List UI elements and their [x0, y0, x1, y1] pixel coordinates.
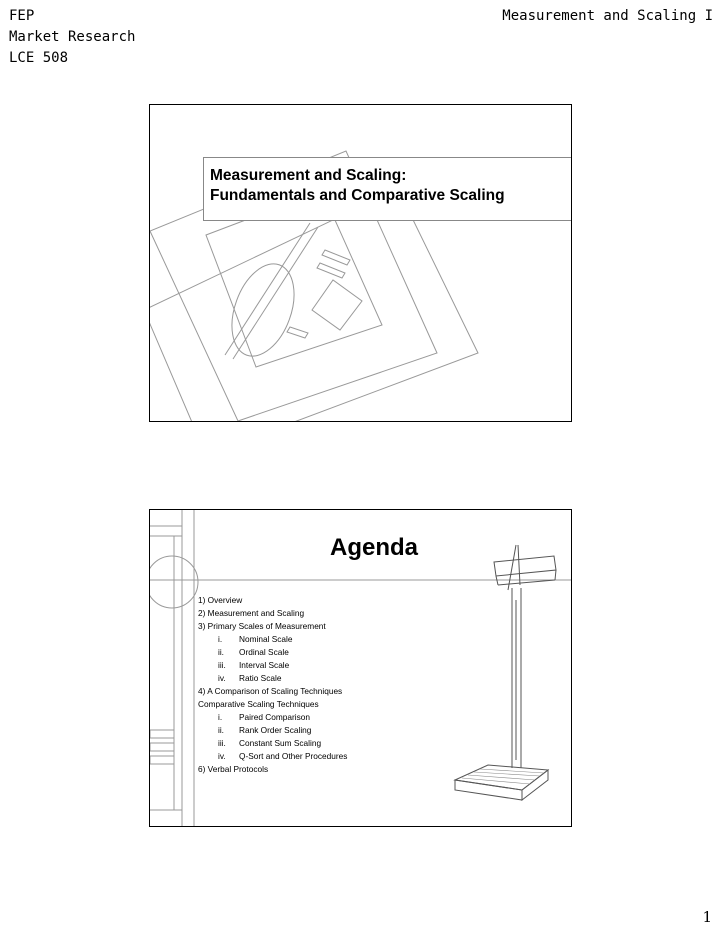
header-line-code: LCE 508 [9, 50, 69, 66]
agenda-item: 2) Measurement and Scaling [198, 608, 305, 618]
agenda-item: 3) Primary Scales of Measurement [198, 621, 326, 631]
page-number: 1 [702, 908, 712, 926]
agenda-subitem: iv. Ratio Scale [218, 673, 282, 683]
header-line-course: FEP [9, 8, 35, 24]
slide-title [149, 104, 572, 422]
slide-agenda [149, 509, 572, 827]
agenda-subitem: iii. Constant Sum Scaling [218, 738, 322, 748]
agenda-subitem: iv. Q-Sort and Other Procedures [218, 751, 348, 761]
agenda-title: Agenda [330, 534, 419, 561]
agenda-subitem: i. Paired Comparison [218, 712, 311, 722]
agenda-subitem: ii. Ordinal Scale [218, 647, 289, 657]
agenda-subitem: ii. Rank Order Scaling [218, 725, 312, 735]
slide-title-line-1: Measurement and Scaling: [210, 167, 407, 184]
agenda-item: Comparative Scaling Techniques [198, 699, 319, 709]
agenda-subitem: iii. Interval Scale [218, 660, 290, 670]
agenda-list [198, 594, 348, 776]
slide-title-box [203, 157, 572, 221]
header-left [9, 6, 135, 69]
agenda-item: 1) Overview [198, 595, 243, 605]
geometric-illustration [150, 105, 571, 421]
header-line-subject: Market Research [9, 29, 136, 45]
agenda-item: 4) A Comparison of Scaling Techniques [198, 686, 343, 696]
agenda-subitem: i. Nominal Scale [218, 634, 293, 644]
agenda-item: 6) Verbal Protocols [198, 764, 269, 774]
slide-title-line-2: Fundamentals and Comparative Scaling [210, 187, 505, 204]
header-title: Measurement and Scaling I [502, 8, 713, 24]
